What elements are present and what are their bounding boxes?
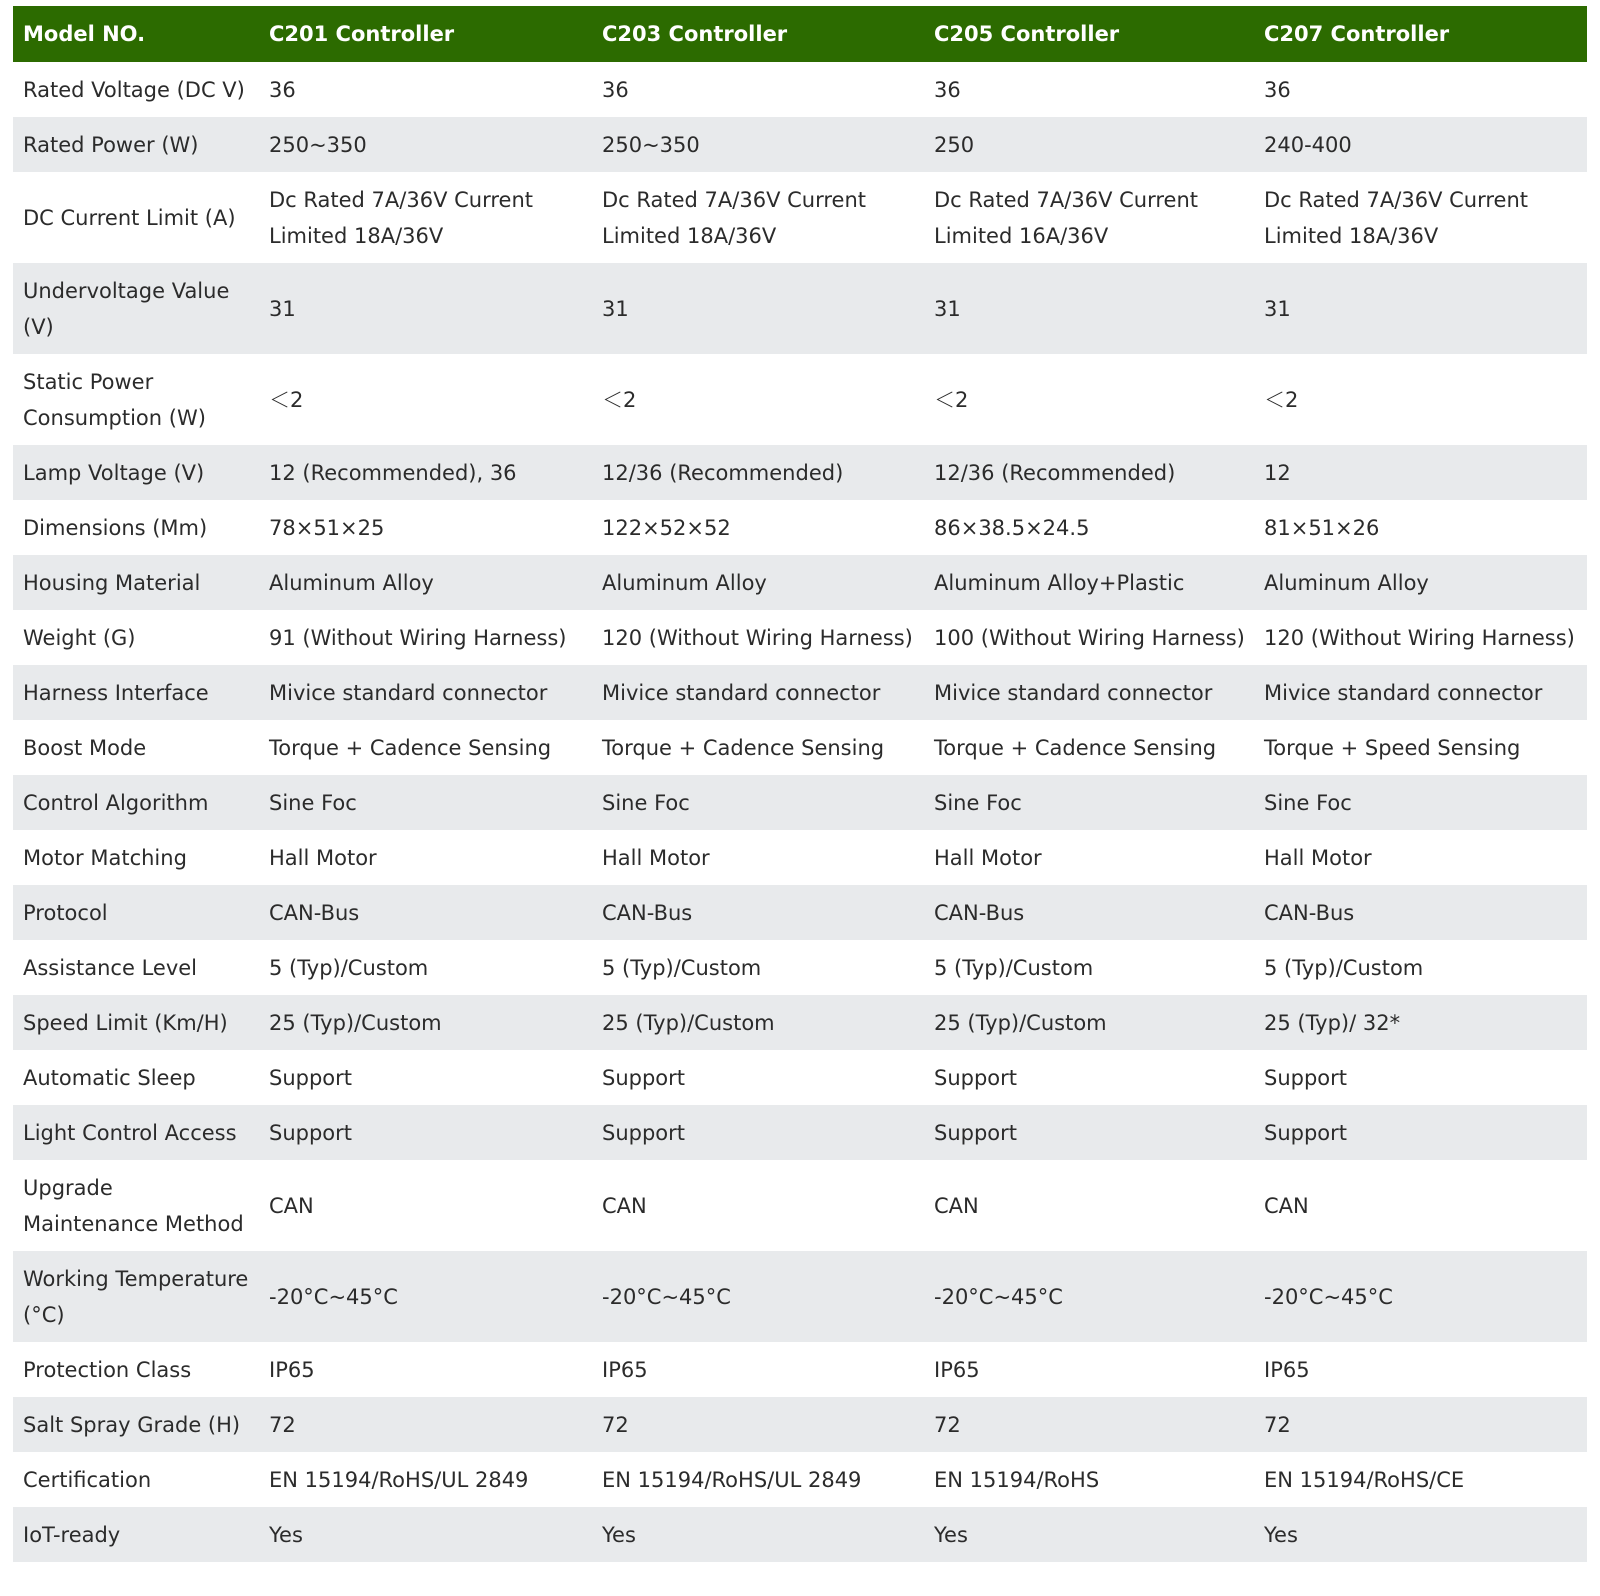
spec-cell: 120 (Without Wiring Harness) (1264, 625, 1575, 650)
row-label: Assistance Level (23, 955, 198, 980)
table-row (13, 775, 1587, 830)
spec-cell: 250~350 (602, 132, 700, 157)
spec-cell: CAN (1264, 1193, 1309, 1218)
spec-cell: -20°C~45°C (269, 1284, 398, 1309)
spec-cell: -20°C~45°C (1264, 1284, 1393, 1309)
spec-cell: 31 (269, 296, 296, 321)
table-row (13, 62, 1587, 117)
spec-cell: 12 (1264, 460, 1291, 485)
table-row (13, 172, 1587, 263)
row-label: Weight (G) (23, 625, 136, 650)
row-label: Upgrade Maintenance Method (23, 1175, 244, 1236)
spec-cell: 36 (602, 77, 629, 102)
table-row (13, 354, 1587, 445)
spec-cell: EN 15194/RoHS/UL 2849 (269, 1467, 529, 1492)
spec-cell: Yes (269, 1522, 303, 1547)
spec-cell: -20°C~45°C (602, 1284, 731, 1309)
table-body (13, 62, 1587, 1562)
row-label: Protocol (23, 900, 108, 925)
spec-cell: 5 (Typ)/Custom (1264, 955, 1424, 980)
spec-cell: EN 15194/RoHS/CE (1264, 1467, 1465, 1492)
table-row (13, 500, 1587, 555)
spec-cell: 12/36 (Recommended) (602, 460, 844, 485)
table-row (13, 665, 1587, 720)
spec-cell: 72 (1264, 1412, 1291, 1437)
spec-cell: IP65 (602, 1357, 648, 1382)
row-label: Speed Limit (Km/H) (23, 1010, 228, 1035)
spec-cell: ＜2 (1264, 387, 1299, 412)
row-label: Motor Matching (23, 845, 187, 870)
spec-cell: 31 (602, 296, 629, 321)
spec-cell: Support (269, 1120, 353, 1145)
row-label: IoT-ready (23, 1522, 121, 1547)
row-label: Working Temperature (°C) (23, 1266, 249, 1327)
spec-cell: Hall Motor (269, 845, 377, 870)
table-row (13, 117, 1587, 172)
spec-cell: Support (269, 1065, 353, 1090)
row-label: Control Algorithm (23, 790, 209, 815)
spec-cell: 12/36 (Recommended) (934, 460, 1176, 485)
header-row (13, 6, 1587, 62)
table-row (13, 1397, 1587, 1452)
spec-cell: 25 (Typ)/Custom (934, 1010, 1107, 1035)
spec-cell: 72 (269, 1412, 296, 1437)
spec-cell: 25 (Typ)/Custom (602, 1010, 775, 1035)
spec-cell: Mivice standard connector (269, 680, 548, 705)
spec-cell: Support (934, 1065, 1018, 1090)
spec-cell: 36 (934, 77, 961, 102)
spec-cell: Sine Foc (269, 790, 357, 815)
table-row (13, 830, 1587, 885)
header-c207: C207 Controller (1264, 22, 1450, 46)
spec-cell: 91 (Without Wiring Harness) (269, 625, 567, 650)
spec-cell: -20°C~45°C (934, 1284, 1063, 1309)
table-row (13, 610, 1587, 665)
spec-cell: Aluminum Alloy (602, 570, 767, 595)
spec-cell: 5 (Typ)/Custom (269, 955, 429, 980)
spec-cell: 5 (Typ)/Custom (602, 955, 762, 980)
spec-cell: 86×38.5×24.5 (934, 515, 1090, 540)
spec-cell: 100 (Without Wiring Harness) (934, 625, 1245, 650)
table-row (13, 1251, 1587, 1342)
spec-cell: Hall Motor (602, 845, 710, 870)
spec-cell: Mivice standard connector (1264, 680, 1543, 705)
spec-cell: EN 15194/RoHS/UL 2849 (602, 1467, 862, 1492)
table-header (13, 6, 1587, 62)
row-label: Undervoltage Value (V) (23, 278, 230, 339)
row-label: Housing Material (23, 570, 201, 595)
spec-cell: 5 (Typ)/Custom (934, 955, 1094, 980)
row-label: Dimensions (Mm) (23, 515, 208, 540)
spec-cell: Dc Rated 7A/36V Current Limited 18A/36V (269, 187, 533, 248)
spec-cell: 120 (Without Wiring Harness) (602, 625, 913, 650)
spec-cell: IP65 (1264, 1357, 1310, 1382)
spec-cell: Dc Rated 7A/36V Current Limited 18A/36V (602, 187, 866, 248)
spec-cell: 31 (1264, 296, 1291, 321)
spec-cell: 250 (934, 132, 975, 157)
spec-cell: Torque + Cadence Sensing (602, 735, 885, 760)
spec-cell: Aluminum Alloy+Plastic (934, 570, 1185, 595)
spec-cell: Sine Foc (1264, 790, 1352, 815)
table-row (13, 1452, 1587, 1507)
spec-cell: 36 (1264, 77, 1291, 102)
spec-cell: EN 15194/RoHS (934, 1467, 1100, 1492)
row-label: Certification (23, 1467, 152, 1492)
table-row (13, 720, 1587, 775)
spec-cell: 81×51×26 (1264, 515, 1380, 540)
row-label: Boost Mode (23, 735, 147, 760)
spec-cell: 250~350 (269, 132, 367, 157)
header-c203: C203 Controller (602, 22, 788, 46)
header-model-no: Model NO. (23, 22, 146, 46)
spec-cell: Torque + Speed Sensing (1264, 735, 1521, 760)
spec-cell: 25 (Typ)/ 32* (1264, 1010, 1401, 1035)
table-row (13, 1105, 1587, 1160)
row-label: Salt Spray Grade (H) (23, 1412, 241, 1437)
spec-cell: CAN (602, 1193, 647, 1218)
spec-cell: Yes (1264, 1522, 1298, 1547)
spec-cell: Mivice standard connector (602, 680, 881, 705)
spec-cell: Aluminum Alloy (269, 570, 434, 595)
table-row (13, 940, 1587, 995)
spec-cell: Torque + Cadence Sensing (269, 735, 552, 760)
spec-cell: Dc Rated 7A/36V Current Limited 16A/36V (934, 187, 1198, 248)
spec-cell: Sine Foc (602, 790, 690, 815)
spec-cell: Yes (934, 1522, 968, 1547)
row-label: Rated Power (W) (23, 132, 199, 157)
spec-cell: Aluminum Alloy (1264, 570, 1429, 595)
table-row (13, 885, 1587, 940)
row-label: Lamp Voltage (V) (23, 460, 205, 485)
table-row (13, 445, 1587, 500)
spec-cell: Support (602, 1065, 686, 1090)
spec-cell: Support (1264, 1120, 1348, 1145)
spec-cell: 78×51×25 (269, 515, 385, 540)
spec-cell: 72 (934, 1412, 961, 1437)
spec-cell: IP65 (269, 1357, 315, 1382)
spec-cell: Mivice standard connector (934, 680, 1213, 705)
spec-cell: 122×52×52 (602, 515, 731, 540)
spec-cell: CAN (934, 1193, 979, 1218)
row-label: Protection Class (23, 1357, 192, 1382)
spec-comparison-table (13, 6, 1587, 1562)
spec-cell: 240-400 (1264, 132, 1352, 157)
row-label: Harness Interface (23, 680, 209, 705)
spec-cell: 25 (Typ)/Custom (269, 1010, 442, 1035)
row-label: DC Current Limit (A) (23, 205, 236, 230)
row-label: Rated Voltage (DC V) (23, 77, 245, 102)
table-row (13, 1050, 1587, 1105)
table-row (13, 995, 1587, 1050)
spec-cell: Hall Motor (1264, 845, 1372, 870)
table-row (13, 1507, 1587, 1562)
spec-cell: ＜2 (269, 387, 304, 412)
spec-cell: Dc Rated 7A/36V Current Limited 18A/36V (1264, 187, 1528, 248)
spec-cell: CAN (269, 1193, 314, 1218)
row-label: Light Control Access (23, 1120, 237, 1145)
spec-cell: CAN-Bus (1264, 900, 1355, 925)
spec-cell: CAN-Bus (602, 900, 693, 925)
table-row (13, 1160, 1587, 1251)
spec-cell: CAN-Bus (269, 900, 360, 925)
row-label: Automatic Sleep (23, 1065, 196, 1090)
spec-cell: IP65 (934, 1357, 980, 1382)
spec-cell: Torque + Cadence Sensing (934, 735, 1217, 760)
spec-cell: 12 (Recommended), 36 (269, 460, 517, 485)
table-row (13, 555, 1587, 610)
spec-cell: Hall Motor (934, 845, 1042, 870)
spec-cell: 31 (934, 296, 961, 321)
spec-cell: Support (602, 1120, 686, 1145)
spec-cell: CAN-Bus (934, 900, 1025, 925)
row-label: Static Power Consumption (W) (23, 369, 206, 430)
spec-cell: Yes (602, 1522, 636, 1547)
header-c201: C201 Controller (269, 22, 455, 46)
spec-cell: Support (1264, 1065, 1348, 1090)
table-row (13, 263, 1587, 354)
spec-cell: Support (934, 1120, 1018, 1145)
spec-cell: 72 (602, 1412, 629, 1437)
spec-cell: ＜2 (602, 387, 637, 412)
table-row (13, 1342, 1587, 1397)
spec-cell: ＜2 (934, 387, 969, 412)
header-c205: C205 Controller (934, 22, 1120, 46)
spec-cell: Sine Foc (934, 790, 1022, 815)
spec-cell: 36 (269, 77, 296, 102)
